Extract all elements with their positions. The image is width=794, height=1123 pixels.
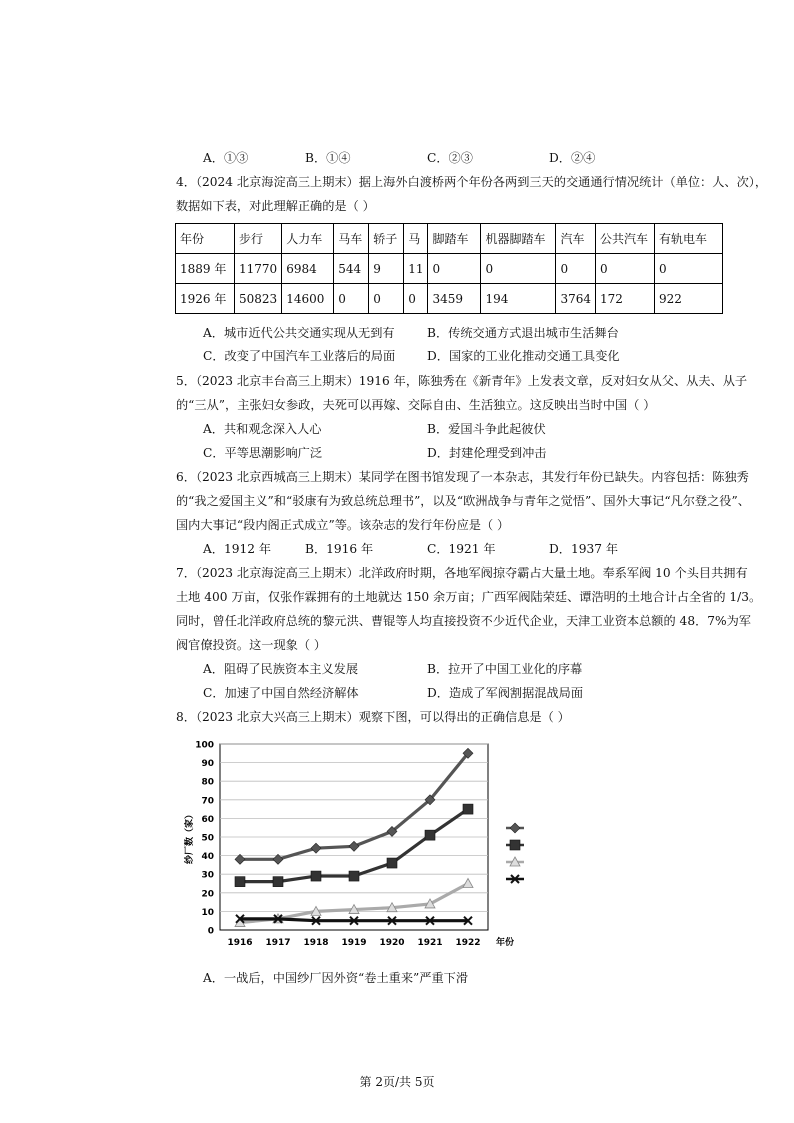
cotton-mill-line-chart xyxy=(180,732,530,967)
data-point-1 xyxy=(463,804,473,814)
table-cell: 3764 xyxy=(556,284,596,314)
table-header-cell: 步行 xyxy=(235,224,282,254)
x-tick-label: 1918 xyxy=(303,938,329,948)
x-tick-label: 1920 xyxy=(379,938,405,948)
y-tick-label: 50 xyxy=(201,833,214,844)
table-cell: 9 xyxy=(369,254,404,284)
y-tick-label: 0 xyxy=(207,926,214,937)
table-header-cell: 脚踏车 xyxy=(428,224,481,254)
q4-option-a: A．城市近代公共交通实现从无到有 xyxy=(203,326,395,340)
y-tick-label: 60 xyxy=(201,814,214,825)
q4-option-d: D．国家的工业化推动交通工具变化 xyxy=(427,349,620,363)
table-cell: 544 xyxy=(334,254,369,284)
table-cell: 0 xyxy=(428,254,481,284)
q5-option-c: C．平等思潮影响广泛 xyxy=(203,446,323,460)
table-cell: 922 xyxy=(655,284,723,314)
q7-option-a: A．阻碍了民族资本主义发展 xyxy=(203,662,359,676)
y-tick-label: 80 xyxy=(201,777,214,788)
table-cell: 6984 xyxy=(282,254,334,284)
table-cell: 194 xyxy=(481,284,556,314)
q4-option-b: B．传统交通方式退出城市生活舞台 xyxy=(427,326,619,340)
q4-stem-line2: 数据如下表，对此理解正确的是（ ） xyxy=(176,199,375,213)
q6-option-d: D．1937 年 xyxy=(549,542,619,556)
table-header-row xyxy=(176,224,723,254)
table-header-cell: 马车 xyxy=(334,224,369,254)
table-cell: 11 xyxy=(404,254,428,284)
table-cell: 0 xyxy=(369,284,404,314)
q7-option-d: D．造成了军阀割据混战局面 xyxy=(427,686,584,700)
traffic-table xyxy=(175,223,723,314)
q5-stem-line1: 5．（2023 北京丰台高三上期末）1916 年，陈独秀在《新青年》上发表文章，反对妇女从父、从夫、从子 xyxy=(176,374,748,388)
legend-marker-1 xyxy=(510,840,520,850)
table-header-cell: 轿子 xyxy=(369,224,404,254)
y-tick-label: 10 xyxy=(201,907,214,918)
x-axis-label: 年份 xyxy=(495,938,515,948)
table-header-cell: 机器脚踏车 xyxy=(481,224,556,254)
table-cell: 0 xyxy=(334,284,369,314)
legend-marker-0 xyxy=(510,823,520,833)
table-cell: 11770 xyxy=(235,254,282,284)
table-cell: 1926 年 xyxy=(176,284,235,314)
q6-stem-line1: 6．（2023 北京西城高三上期末）某同学在图书馆发现了一本杂志，其发行年份已缺失。内容包括：陈独秀 xyxy=(176,470,749,484)
table-header-cell: 年份 xyxy=(176,224,235,254)
x-tick-label: 1922 xyxy=(455,938,481,948)
data-point-1 xyxy=(235,877,245,887)
table-row xyxy=(176,284,723,314)
table-cell: 0 xyxy=(404,284,428,314)
y-tick-label: 70 xyxy=(201,796,214,807)
data-point-1 xyxy=(311,871,321,881)
q8-stem-line1: 8．（2023 北京大兴高三上期末）观察下图，可以得出的正确信息是（ ） xyxy=(176,710,570,724)
table-cell: 50823 xyxy=(235,284,282,314)
table-cell: 0 xyxy=(596,254,655,284)
table-cell: 1889 年 xyxy=(176,254,235,284)
q3-option-c: C．②③ xyxy=(427,151,473,165)
q7-stem-line2: 土地 400 万亩，仅张作霖拥有的土地就达 150 余万亩；广西军阀陆荣廷、谭浩明的土地合计占全省的 1/3。 xyxy=(176,590,762,604)
q4-stem-line1: 4．（2024 北京海淀高三上期末）据上海外白渡桥两个年份各两到三天的交通通行情况统计（单位：人、次）， xyxy=(176,175,768,189)
table-cell: 0 xyxy=(556,254,596,284)
q6-option-a: A．1912 年 xyxy=(203,542,272,556)
data-point-1 xyxy=(349,871,359,881)
table-cell: 14600 xyxy=(282,284,334,314)
data-point-1 xyxy=(387,858,397,868)
y-tick-label: 30 xyxy=(201,870,214,881)
table-cell: 0 xyxy=(481,254,556,284)
q5-stem-line2: 的“三从”，主张妇女参政，夫死可以再嫁、交际自由、生活独立。这反映出当时中国（ ） xyxy=(176,398,656,412)
q5-option-a: A．共和观念深入人心 xyxy=(203,422,322,436)
y-tick-label: 100 xyxy=(195,740,214,751)
data-point-1 xyxy=(273,877,283,887)
table-header-cell: 人力车 xyxy=(282,224,334,254)
table-cell: 3459 xyxy=(428,284,481,314)
y-tick-label: 40 xyxy=(201,852,214,863)
q6-stem-line2: 的“我之爱国主义”和“驳康有为致总统总理书”，以及“欧洲战争与青年之觉悟”、国外大事记“凡尔登之役”、 xyxy=(176,494,750,508)
q3-option-d: D．②④ xyxy=(549,151,596,165)
q6-stem-line3: 国内大事记“段内阁正式成立”等。该杂志的发行年份应是（ ） xyxy=(176,518,510,532)
x-tick-label: 1916 xyxy=(227,938,253,948)
table-header-cell: 有轨电车 xyxy=(655,224,723,254)
y-tick-label: 90 xyxy=(201,759,214,770)
table-cell: 0 xyxy=(655,254,723,284)
q5-option-d: D．封建伦理受到冲击 xyxy=(427,446,547,460)
x-tick-label: 1919 xyxy=(341,938,367,948)
q7-stem-line4: 阀官僚投资。这一现象（ ） xyxy=(176,638,327,652)
x-tick-label: 1917 xyxy=(265,938,291,948)
q4-option-c: C．改变了中国汽车工业落后的局面 xyxy=(203,349,396,363)
q7-option-c: C．加速了中国自然经济解体 xyxy=(203,686,359,700)
q6-option-c: C．1921 年 xyxy=(427,542,496,556)
q7-option-b: B．拉开了中国工业化的序幕 xyxy=(427,662,583,676)
table-cell: 172 xyxy=(596,284,655,314)
y-tick-label: 20 xyxy=(201,889,214,900)
page-footer: 第 2页/共 5页 xyxy=(359,1075,435,1089)
q3-option-a: A．①③ xyxy=(203,151,249,165)
table-header-cell: 汽车 xyxy=(556,224,596,254)
table-row xyxy=(176,254,723,284)
table-header-cell: 公共汽车 xyxy=(596,224,655,254)
q6-option-b: B．1916 年 xyxy=(305,542,374,556)
q8-option-a: A．一战后，中国纱厂因外资“卷土重来”严重下滑 xyxy=(203,971,469,985)
q7-stem-line3: 同时，曾任北洋政府总统的黎元洪、曹锟等人均直接投资不少近代企业，天津工业资本总额的 48．7%为军 xyxy=(176,614,751,628)
table-header-cell: 马 xyxy=(404,224,428,254)
q5-option-b: B．爱国斗争此起彼伏 xyxy=(427,422,546,436)
data-point-1 xyxy=(425,830,435,840)
q3-option-b: B．①④ xyxy=(305,151,351,165)
y-axis-label: 纱厂数（家） xyxy=(185,809,195,865)
x-tick-label: 1921 xyxy=(417,938,443,948)
q7-stem-line1: 7．（2023 北京海淀高三上期末）北洋政府时期，各地军阀掠夺霸占大量土地。奉系军阀 10 个头目共拥有 xyxy=(176,566,748,580)
